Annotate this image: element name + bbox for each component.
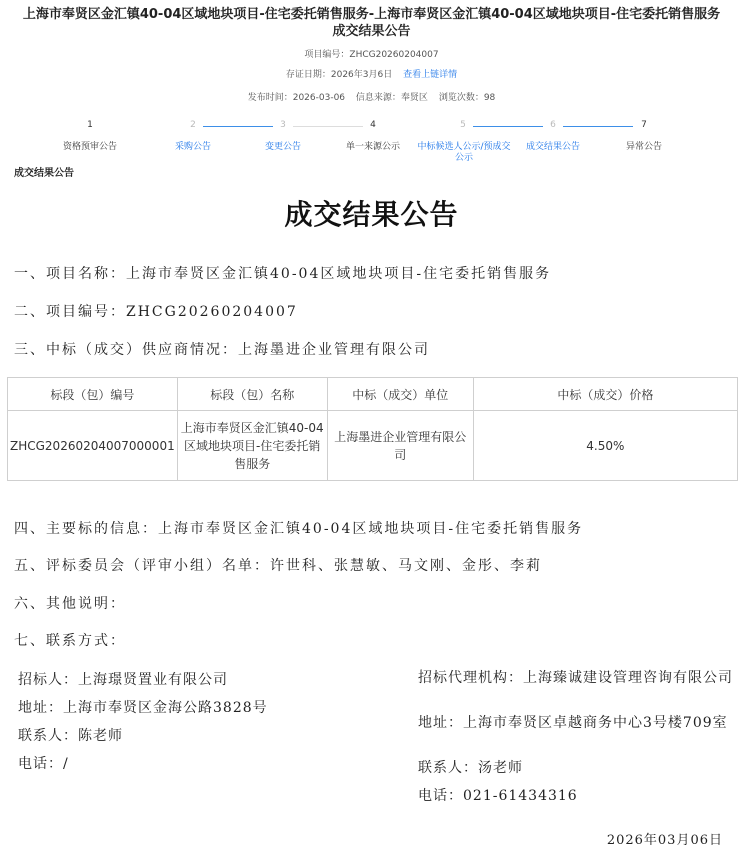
project-code-label: 项目编号： [304,50,350,60]
agency-name: 招标代理机构：上海臻诚建设管理咨询有限公司 [418,670,733,686]
agency-contact-person: 联系人：汤老师 [418,760,523,776]
lot-code-cell: ZHCG20260204007000001 [8,411,178,481]
lot-name-cell: 上海市奉贤区金汇镇40-04区域地块项目-住宅委托销售服务 [177,411,327,481]
table-header-cell: 标段（包）名称 [177,378,327,411]
step-change[interactable]: 变更公告 [264,142,301,152]
step-connector [563,126,633,127]
step-number: 5 [460,120,466,130]
agency-phone: 电话：021-61434316 [418,788,578,804]
step-connector [203,126,273,127]
other-notes-line: 六、其他说明： [14,596,126,612]
step-prequalification[interactable]: 资格预审公告 [62,142,117,152]
step-result[interactable]: 成交结果公告 [525,142,580,152]
step-connector [293,126,363,127]
buyer-contact-person: 联系人：陈老师 [18,728,123,744]
supplier-line: 三、中标（成交）供应商情况：上海墨进企业管理有限公司 [14,342,430,358]
step-single-source[interactable]: 单一来源公示 [345,142,400,152]
info-source: 信息来源：奉贤区 [355,93,428,103]
step-connector [473,126,543,127]
chain-details-link[interactable]: 查看上链详情 [403,70,458,80]
step-number: 4 [370,120,376,130]
buyer-address: 地址：上海市奉贤区金海公路3828号 [18,700,268,716]
result-table [7,377,738,481]
archive-row [0,67,743,80]
step-number: 3 [280,120,286,130]
document-title: 成交结果公告 [284,198,459,231]
buyer-name: 招标人：上海璟贤置业有限公司 [18,672,228,688]
contact-heading: 七、联系方式： [14,633,126,649]
announcement-date: 2026年03月06日 [606,833,723,845]
publish-info-row [0,90,743,103]
step-procurement[interactable]: 采购公告 [174,142,211,152]
agency-address: 地址：上海市奉贤区卓越商务中心3号楼709室 [418,715,728,731]
project-code-row [0,47,743,60]
publish-time: 发布时间：2026-03-06 [247,93,346,103]
main-subject-line: 四、主要标的信息：上海市奉贤区金汇镇40-04区域地块项目-住宅委托销售服务 [14,521,584,537]
table-header-cell: 中标（成交）单位 [327,378,473,411]
winner-cell: 上海墨进企业管理有限公司 [327,411,473,481]
step-number: 6 [550,120,556,130]
process-steps [0,118,743,168]
project-name-line: 一、项目名称：上海市奉贤区金汇镇40-04区域地块项目-住宅委托销售服务 [14,266,552,282]
step-number: 2 [190,120,196,130]
table-row [8,411,738,481]
step-number: 1 [87,120,93,130]
view-count: 浏览次数：98 [438,93,496,103]
committee-line: 五、评标委员会（评审小组）名单：许世科、张慧敏、马文刚、金彤、李莉 [14,558,542,574]
section-tag: 成交结果公告 [14,168,74,179]
archive-date: 存证日期：2026年3月6日 [285,70,393,80]
table-header-cell: 中标（成交）价格 [473,378,737,411]
project-code: ZHCG20260204007 [349,50,439,60]
step-exception[interactable]: 异常公告 [625,142,662,152]
step-candidate[interactable]: 中标候选人公示/预成交公示 [417,142,511,163]
table-header-row [8,378,738,411]
announcement-header-title: 上海市奉贤区金汇镇40-04区域地块项目-住宅委托销售服务-上海市奉贤区金汇镇40-04区域地块项目-住宅委托销售服务成交结果公告 [22,7,721,39]
buyer-phone: 电话：/ [18,756,69,772]
price-cell: 4.50% [473,411,737,481]
table-header-cell: 标段（包）编号 [8,378,178,411]
step-number: 7 [641,120,647,130]
project-code-line: 二、项目编号：ZHCG20260204007 [14,304,298,320]
